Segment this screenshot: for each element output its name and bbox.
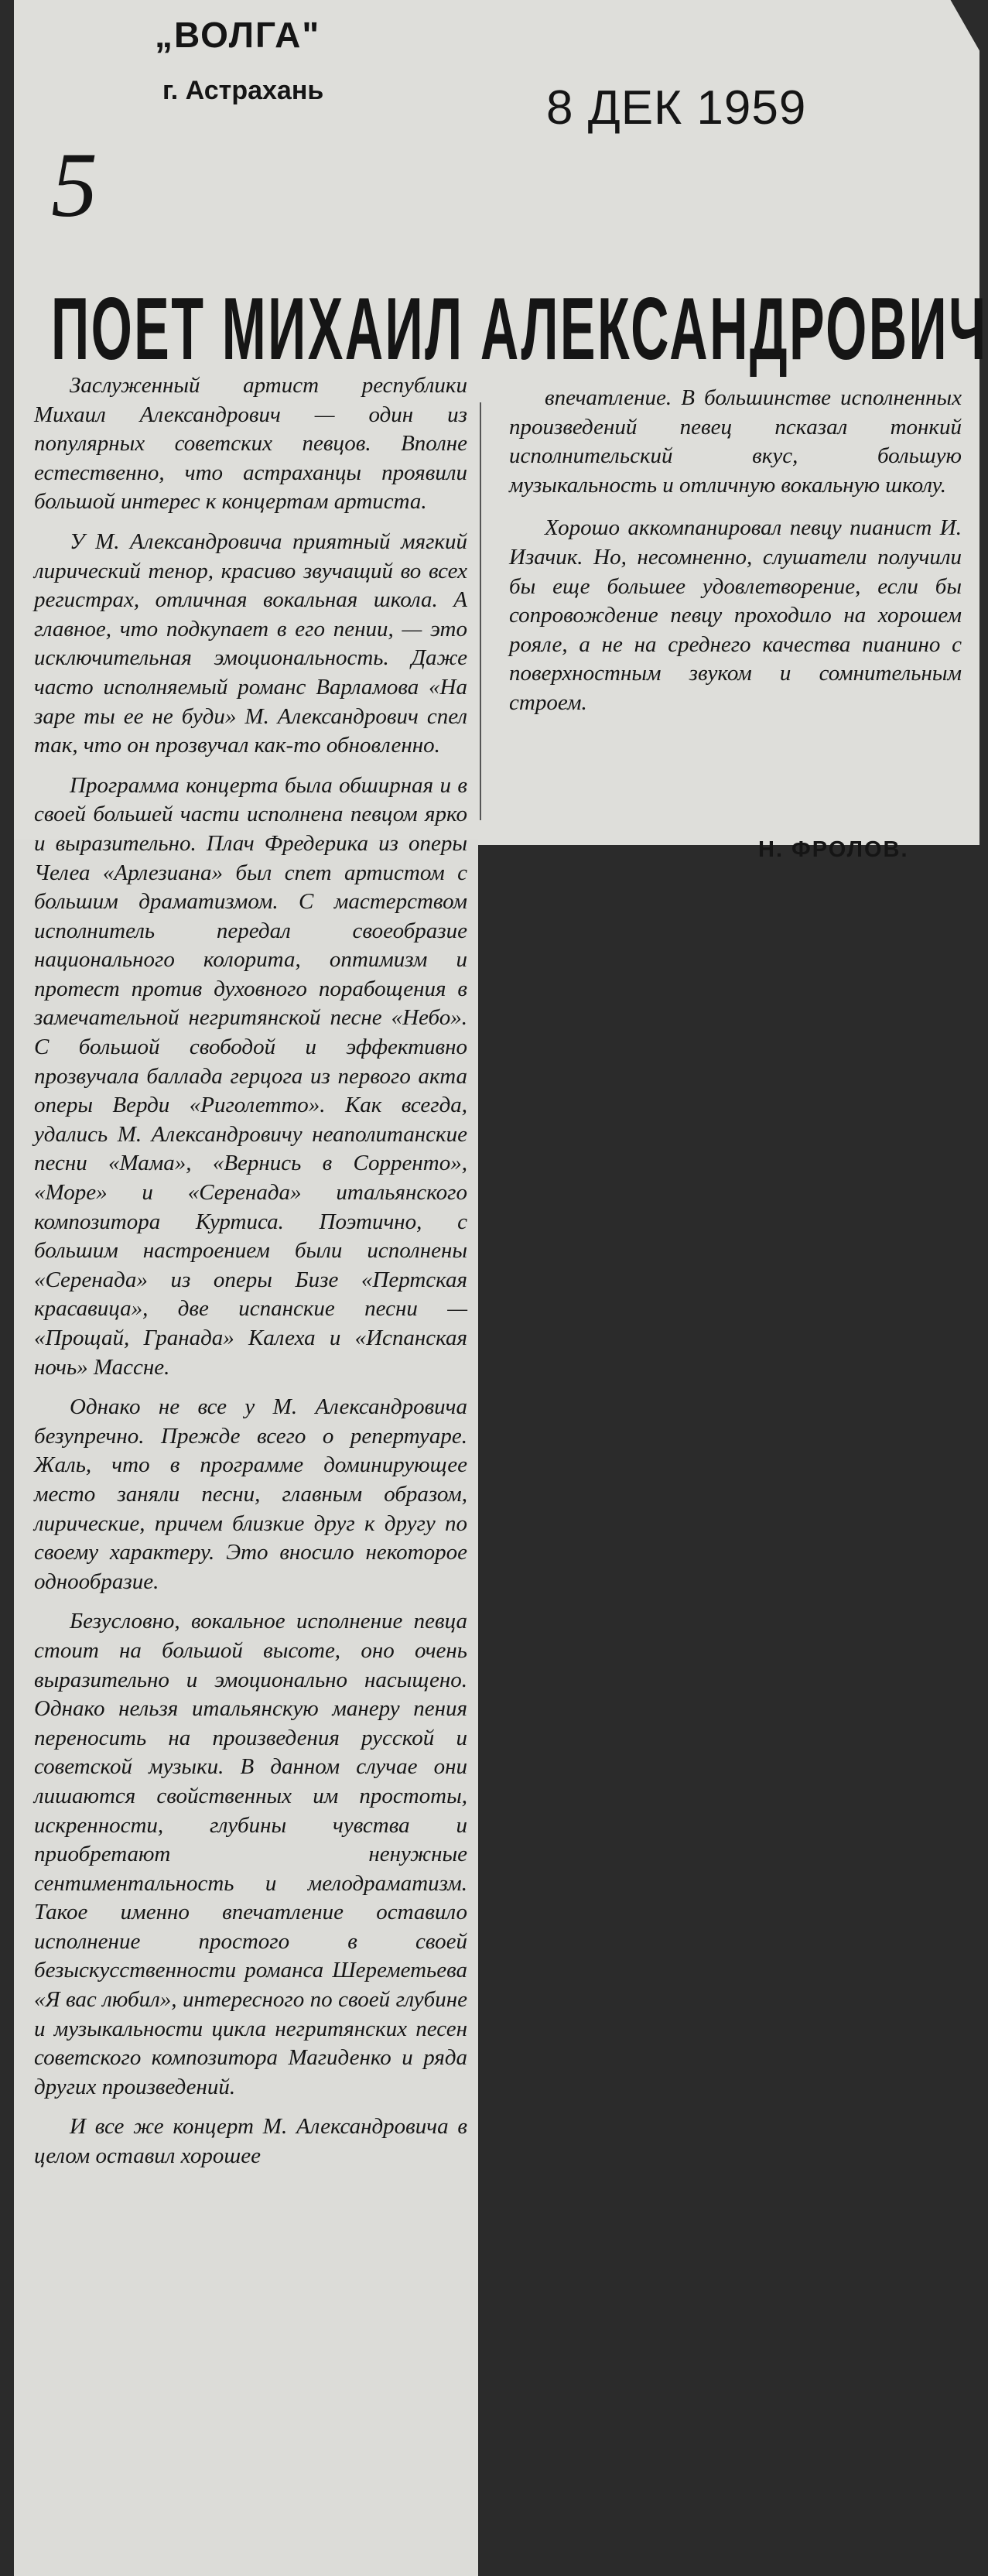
paragraph: У М. Александровича приятный мягкий лирический тенор, красиво звучащий во всех регистрах, отличная вокальная школа. А главное, что подкупает в его пении, — это исключительная эмоциональность. Даже часто исполняемый романс Варламова «На заре ты ее не буди» М. Александрович спел так, что он прозвучал как-то обновленно. <box>34 529 467 758</box>
paragraph: И все же концерт М. Александровича в целом оставил хорошее <box>34 2114 467 2169</box>
paragraph: Безусловно, вокальное исполнение певца стоит на большой высоте, оно очень выразительно и эмоционально насыщено. Однако нельзя итальянскую манеру пения переносить на произведения русской и советской музыки. В данном случае они лишаются свойственных им простоты, искренности, глубины чувства и приобретают ненужные сентиментальность и мелодраматизм. Такое именно впечатление оставило исполнение простого в своей безыскусственности романса Шереметьева «Я вас любил», интересного по своей глубине и музыкальности цикла негритянских песен советского композитора Магиденко и ряда других произведений. <box>34 1609 467 2099</box>
paragraph: Программа концерта была обширная и в своей большей части исполнена певцом ярко и выразительно. Плач Фредерика из оперы Челеа «Арлезиана» был спет артистом с большим драматизмом. С мастерством исполнитель передал своеобразие национального колорита, оптимизм и протест против духовного порабощения в замечательной негритянской песне «Небо». С большой свободой и эффективно прозвучала баллада герцога из первого акта оперы Верди «Риголетто». Как всегда, удались М. Александровичу неаполитанские песни «Мама», «Вернись в Сорренто», «Море» и «Серенада» итальянского композитора Куртиса. Поэтично, с большим настроением были исполнены «Серенада» из оперы Бизе «Пертская красавица», две испанские песни — «Прощай, Гранада» Калеха и «Испанская ночь» Массне. <box>34 772 467 1380</box>
date-stamp: 8 ДЕК 1959 <box>546 81 807 135</box>
paragraph: Однако не все у М. Александровича безупречно. Прежде всего о репертуаре. Жаль, что в программе доминирующее место заняли песни, главным образом, лирические, причем близкие друг к другу по своему характеру. Это вносило некоторое однообразие. <box>34 1394 467 1594</box>
column-divider <box>480 402 481 820</box>
author-signature: Н. ФРОЛОВ. <box>758 837 909 862</box>
handwritten-page-number: 5 <box>51 133 97 236</box>
newspaper-name: „ВОЛГА" <box>155 15 321 55</box>
article-headline: ПОЕТ МИХАИЛ АЛЕКСАНДРОВИЧ <box>51 280 988 378</box>
newspaper-city: г. Астрахань <box>162 76 324 105</box>
paragraph: Заслуженный артист республики Михаил Александрович — один из популярных советских певцов. Вполне естественно, что астраханцы проявили большой интерес к концертам артиста. <box>34 373 467 515</box>
paragraph: впечатление. В большинстве исполненных произведений певец пскaзaл тонкий исполнительский вкус, большую музыкальность и отличную вокальную школу. <box>509 385 962 498</box>
paragraph: Хорошо аккомпанировал певцу пианист И. Изачик. Но, несомненно, слушатели получили бы еще большее удовлетворение, если бы сопровождение певцу проходило на хорошем рояле, а не на среднего качества пианино с поверхностным звуком и сомнительным строем. <box>509 515 962 715</box>
right-column <box>509 384 962 732</box>
left-column <box>34 371 467 2182</box>
